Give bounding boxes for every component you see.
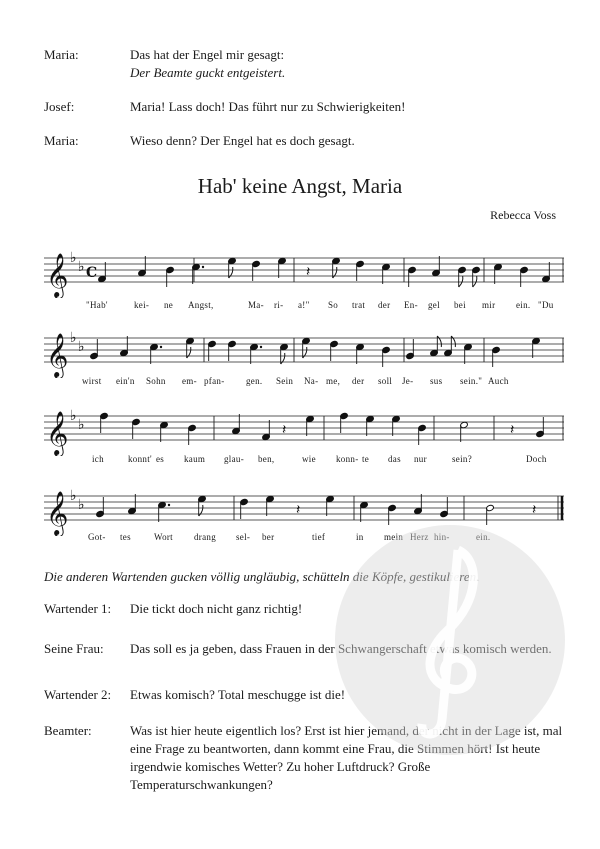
lyric-syllable: gen. [246, 376, 263, 386]
treble-clef: 𝄞 [46, 411, 69, 455]
lyric-syllable: Herz [410, 532, 429, 542]
speech-text: Etwas komisch? Total meschugge ist die! [130, 687, 346, 702]
lyric-syllable: tes [120, 532, 131, 542]
flat-sign: ♭ [70, 250, 77, 266]
speech-text: Das hat der Engel mir gesagt: [130, 47, 285, 62]
lyric-syllable: mir [482, 300, 496, 310]
lyric-syllable: ich [92, 454, 104, 464]
lyric-syllable: So [328, 300, 339, 310]
treble-clef: 𝄞 [46, 491, 69, 535]
speaker-name: Maria: [44, 47, 79, 62]
lyric-syllable: glau- [224, 454, 244, 464]
lyric-syllable: tief [312, 532, 326, 542]
music-system-1 [44, 248, 564, 310]
dot [168, 504, 170, 506]
speech-text: Wieso denn? Der Engel hat es doch gesagt. [130, 133, 355, 148]
note-flag [459, 276, 463, 287]
speaker-name: Wartender 2: [44, 687, 112, 702]
speaker-name: Wartender 1: [44, 601, 112, 616]
lyrics-line-2 [44, 376, 564, 390]
speaker-name: Seine Frau: [44, 641, 104, 656]
lyric-syllable: pfan- [204, 376, 225, 386]
rest: 𝄽 [532, 502, 537, 518]
song-title: Hab' keine Angst, Maria [197, 174, 403, 198]
lyric-syllable: kaum [184, 454, 206, 464]
lyric-syllable: Wort [154, 532, 173, 542]
flat-sign: ♭ [78, 417, 85, 433]
lyric-syllable: kei- [134, 300, 150, 310]
lyric-syllable: hin- [434, 532, 450, 542]
lyric-syllable: ber [262, 532, 275, 542]
music-system-3 [44, 406, 564, 464]
dot [260, 346, 262, 348]
rest: 𝄽 [306, 264, 311, 280]
treble-clef-icon [330, 520, 570, 760]
staff-2 [44, 328, 564, 378]
flat-sign: ♭ [70, 330, 77, 346]
lyrics-line-3 [44, 454, 564, 468]
lyric-syllable: ne [164, 300, 174, 310]
speech-text: Das soll es ja geben, dass Frauen in der Schwangerschaft etwas komisch werden. [130, 641, 552, 656]
lyric-syllable: Got- [88, 532, 106, 542]
lyric-syllable: sein? [452, 454, 472, 464]
lyric-syllable: drang [194, 532, 216, 542]
lyric-syllable: konn- [336, 454, 359, 464]
lyric-syllable: Ma- [248, 300, 264, 310]
speech-text: Die tickt doch nicht ganz richtig! [130, 601, 303, 616]
lyric-syllable: der [352, 376, 365, 386]
speaker-name: Josef: [44, 99, 75, 114]
lyric-syllable: Sein [276, 376, 294, 386]
treble-clef: 𝄞 [46, 253, 69, 297]
lyric-syllable: nur [414, 454, 427, 464]
lyric-syllable: me, [326, 376, 341, 386]
flat-sign: ♭ [78, 339, 85, 355]
lyric-syllable: em- [182, 376, 197, 386]
rest: 𝄽 [296, 502, 301, 518]
lyric-syllable: gel [428, 300, 440, 310]
lyric-syllable: te [362, 454, 370, 464]
lyric-syllable: Angst, [188, 300, 214, 310]
rest: 𝄽 [510, 422, 515, 438]
lyrics-line-1 [44, 300, 564, 314]
lyric-syllable: ri- [274, 300, 284, 310]
speaker-name: Beamter: [44, 723, 92, 738]
lyric-syllable: En- [404, 300, 418, 310]
dot [202, 266, 204, 268]
lyric-syllable: ein. [516, 300, 531, 310]
lyric-syllable: mein [384, 532, 404, 542]
lyric-syllable: sel- [236, 532, 251, 542]
lyric-syllable: das [388, 454, 401, 464]
lyric-syllable: sein." [460, 376, 483, 386]
lyric-syllable: "Hab' [86, 300, 108, 310]
lyric-syllable: wirst [82, 376, 102, 386]
lyric-syllable: Auch [488, 376, 509, 386]
lyric-syllable: a!" [298, 300, 310, 310]
lyric-syllable: Na- [304, 376, 319, 386]
lyric-syllable: trat [352, 300, 366, 310]
flat-sign: ♭ [70, 488, 77, 504]
dot [160, 346, 162, 348]
rest: 𝄽 [282, 422, 287, 438]
lyric-syllable: Je- [402, 376, 414, 386]
composer-name: Rebecca Voss [490, 208, 556, 222]
lyric-syllable: wie [302, 454, 316, 464]
lyric-syllable: ben, [258, 454, 275, 464]
stage-direction: Die anderen Wartenden gucken völlig ungläubig, schütteln die Köpfe, gestikulieren. [44, 569, 480, 584]
staff-1 [44, 248, 564, 298]
staff-3 [44, 406, 564, 456]
lyric-syllable: ein. [476, 532, 491, 542]
lyric-syllable: der [378, 300, 391, 310]
flat-sign: ♭ [78, 259, 85, 275]
note-flag [473, 276, 477, 287]
music-system-2 [44, 328, 564, 386]
lyric-syllable: in [356, 532, 364, 542]
stage-note: Der Beamte guckt entgeistert. [130, 65, 286, 80]
flat-sign: ♭ [78, 497, 85, 513]
treble-clef: 𝄞 [46, 333, 69, 377]
lyric-syllable: Sohn [146, 376, 166, 386]
lyric-syllable: sus [430, 376, 443, 386]
lyric-syllable: soll [378, 376, 393, 386]
lyric-syllable: ein'n [116, 376, 135, 386]
lyric-syllable: "Du [538, 300, 554, 310]
speaker-name: Maria: [44, 133, 79, 148]
lyric-syllable: es [156, 454, 165, 464]
common-time: C [86, 265, 98, 281]
speech-text: Maria! Lass doch! Das führt nur zu Schwierigkeiten! [130, 99, 406, 114]
lyric-syllable: konnt' [128, 454, 152, 464]
lyric-syllable: Doch [526, 454, 547, 464]
speech-text: Was ist hier heute eigentlich los? Erst ist hier jemand, der nicht in der Lage ist, mal eine Frage zu beantworten, dann kommt eine Frau, die Stimmen hört! Ist heute irgendwie komisches Wetter? Zu hoher Luftdruck? Große Temperaturschwankungen? [130, 723, 563, 792]
flat-sign: ♭ [70, 408, 77, 424]
lyric-syllable: bei [454, 300, 466, 310]
